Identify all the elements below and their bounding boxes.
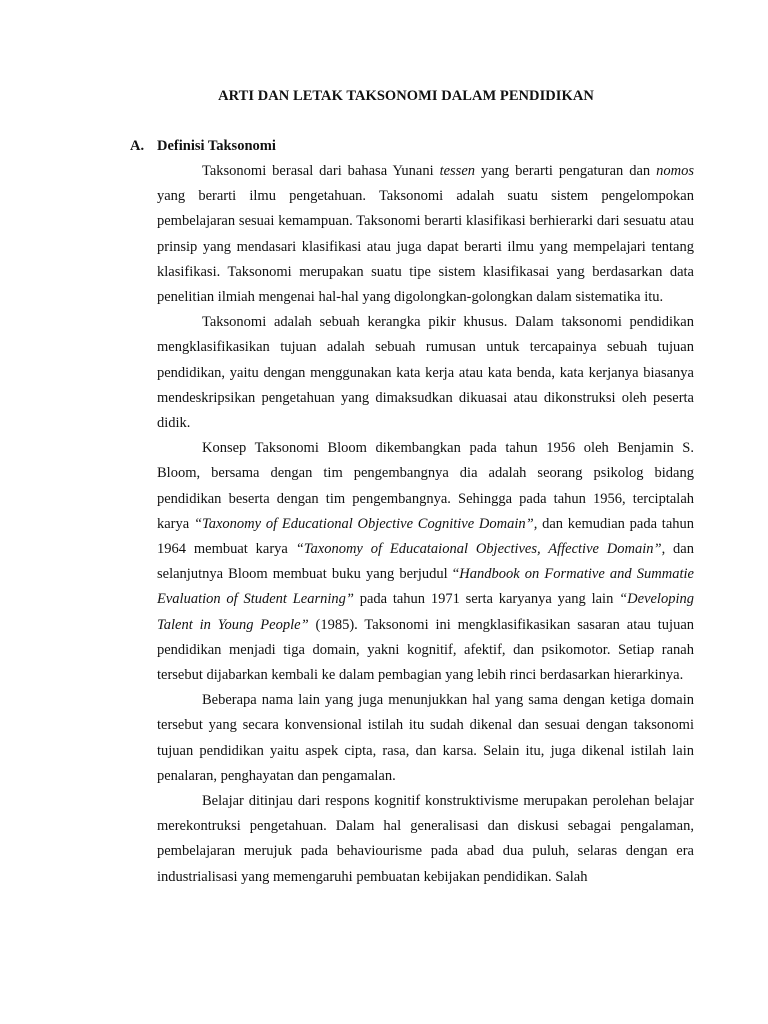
text-run: Belajar ditinjau dari respons kognitif konstruktivisme merupakan perolehan belajar merekontruksi pengetahuan. Dalam hal generalisasi dan diskusi sebagai pengalaman, pembelajaran merujuk pada behaviourisme pada abad dua puluh, selaras dengan era industrialisasi yang memengaruhi pembuatan kebijakan pendidikan. Salah xyxy=(157,793,694,885)
text-run: Taksonomi adalah sebuah kerangka pikir khusus. Dalam taksonomi pendidikan mengklasifikasikan tujuan adalah sebuah rumusan untuk tercapainya sebuah tujuan pendidikan, yaitu dengan menggunakan kata kerja atau kata benda, kata kerjanya biasanya mendeskripsikan pengetahuan yang dimaksudkan dikuasai atau dikonstruksi oleh peserta didik. xyxy=(157,314,694,432)
italic-text: tessen xyxy=(439,163,476,179)
text-run: yang berarti ilmu pengetahuan. Taksonomi adalah suatu sistem pengelompokan pembelajaran sesuai kemampuan. Taksonomi berarti klasifikasi berhierarki dari sesuatu atau prinsip yang mendasari klasifikasi atau juga dapat berarti ilmu yang mempelajari tentang klasifikasi. Taksonomi merupakan suatu tipe sistem klasifikasai yang berdasarkan data penelitian ilmiah mengenai hal-hal yang digolongkan-golongkan dalam sistematika itu. xyxy=(157,188,694,306)
italic-text: “Taxonomy of Educational Objective Cognitive Domain”, xyxy=(193,515,538,532)
text-run: (1985). Taksonomi ini mengklasifikasikan sasaran atau tujuan pendidikan menjadi tiga domain, yakni kognitif, afektif, dan psikomotor. Setiap ranah tersebut dijabarkan kembali ke dalam pembagian yang lebih rinci berdasarkan hierarkinya. xyxy=(157,616,695,684)
italic-text: “Taxonomy of Educataional Objectives, Affective Domain” xyxy=(295,541,662,558)
text-run: pada tahun 1971 serta karyanya yang lain xyxy=(353,591,620,608)
text-run: dan kemudian pada tahun 1964 membuat karya xyxy=(157,515,695,558)
body-text xyxy=(157,159,694,890)
text-run: Taksonomi berasal dari bahasa Yunani xyxy=(202,163,440,179)
paragraph xyxy=(157,688,694,789)
text-run: , dan selanjutnya Bloom membuat buku yang berjudul “ xyxy=(157,541,694,583)
text-run: Konsep Taksonomi Bloom dikembangkan pada tahun 1956 oleh Benjamin S. Bloom, bersama dengan tim pengembangnya dia adalah seorang psikolog bidang pendidikan beserta dengan tim pengembangnya. Sehingga pada tahun 1956, terciptalah karya xyxy=(157,440,694,532)
text-run: yang berarti pengaturan dan xyxy=(475,163,657,179)
page-title: ARTI DAN LETAK TAKSONOMI DALAM PENDIDIKAN xyxy=(218,88,594,104)
text-run: Beberapa nama lain yang juga menunjukkan hal yang sama dengan ketiga domain tersebut yang secara konvensional istilah itu sudah dikenal dan sesuai dengan taksonomi tujuan pendidikan yaitu aspek cipta, rasa, dan karsa. Selain itu, juga dikenal istilah lain penalaran, penghayatan dan pengamalan. xyxy=(157,692,694,784)
section-heading xyxy=(130,136,276,156)
italic-text: “Developing Talent in Young People” xyxy=(157,591,694,633)
paragraph xyxy=(157,789,694,890)
italic-text: Handbook on Formative and Summatie Evaluation of Student Learning” xyxy=(157,566,694,608)
paragraph xyxy=(157,310,694,436)
section-letter: A. xyxy=(130,138,145,154)
paragraph xyxy=(157,159,694,310)
paragraph xyxy=(157,436,694,688)
section-heading-text: Definisi Taksonomi xyxy=(157,138,276,154)
italic-text: nomos xyxy=(656,163,695,179)
